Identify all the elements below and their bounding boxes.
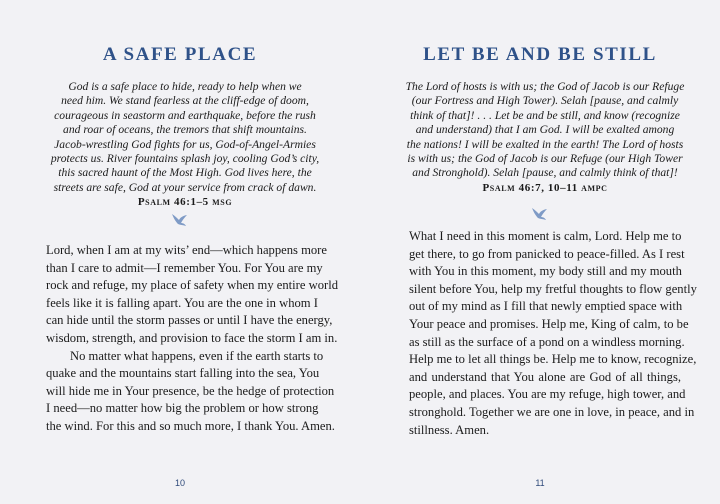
dove-icon xyxy=(360,207,720,226)
body-line: wisdom, strength, and provision to face the storm I am in. xyxy=(46,330,338,345)
scripture-reference: Psalm 46:1–5 msg xyxy=(137,196,233,209)
body-line: stronghold. Together we are one in love, in peace, and in xyxy=(409,404,695,419)
page-title: A SAFE PLACE xyxy=(102,44,258,65)
body-line: What I need in this moment is calm, Lord. Help me to xyxy=(409,229,682,243)
verse-line: and Stronghold). Selah [pause, and calmly think of that]! xyxy=(412,166,678,180)
scripture-verse xyxy=(40,80,330,210)
body-line: out of my mind as I fill that newly emptied space with xyxy=(409,299,683,314)
body-line: silent before You, help my fretful thoughts to flow gently xyxy=(409,281,697,296)
verse-line: Jacob-wrestling God fights for us, God-of-Angel-Armies xyxy=(54,137,316,151)
verse-line: courageous in seastorm and earthquake, before the rush xyxy=(54,108,316,122)
body-line: Your peace and promises. Help me, King of calm, to be xyxy=(409,316,689,331)
page-number: 11 xyxy=(535,478,545,488)
body-line: can hide until the storm passes or until I have the energy, xyxy=(46,313,333,328)
page-title: LET BE AND BE STILL xyxy=(423,44,657,65)
body-line: Lord, when I am at my wits’ end—which happens more xyxy=(46,243,327,257)
body-line: Help me to let all things be. Help me to know, recognize, xyxy=(409,352,697,367)
devotional-body xyxy=(409,228,697,439)
body-line: No matter what happens, even if the earth starts to xyxy=(70,348,324,363)
body-line: will hide me in Your presence, be the hedge of protection xyxy=(46,383,335,398)
verse-line: this sacred haunt of the Most High. God lives here, the xyxy=(58,166,312,180)
verse-line: protects us. River fountains splash joy, cooling God’s city, xyxy=(50,152,320,166)
body-line: than I care to admit—I remember You. For You are my xyxy=(46,260,323,275)
body-line: get there, to go from panicked to peace-filled. As I rest xyxy=(409,246,685,261)
body-line: with You in this moment, my body still and my mouth xyxy=(409,264,682,279)
verse-line: God is a safe place to hide, ready to help when we xyxy=(68,80,302,93)
verse-line: (our Fortress and High Tower). Selah [pause, and calmly xyxy=(411,94,679,108)
body-line: the wind. For this and so much more, I thank You. Amen. xyxy=(46,418,335,433)
verse-line: and understand) that I am God. I will be exalted among xyxy=(415,123,675,137)
verse-line: and roar of oceans, the tremors that shift mountains. xyxy=(63,123,307,137)
body-line: I need—no matter how big the problem or how strong xyxy=(46,401,319,416)
body-line: stillness. Amen. xyxy=(409,422,490,437)
dove-icon xyxy=(0,213,360,232)
page-number: 10 xyxy=(174,478,185,488)
body-line: quake and the mountains start falling into the sea, You xyxy=(46,366,320,381)
scripture-reference: Psalm 46:7, 10–11 ampc xyxy=(482,181,608,194)
body-line: and understand that You alone are God of all things, xyxy=(409,369,681,384)
body-line: as still as the surface of a pond on a windless morning. xyxy=(409,334,685,349)
verse-line: think of that]! . . . Let be and be still, and know (recognize xyxy=(410,108,680,122)
body-line: rock and refuge, my place of safety when my entire world xyxy=(46,278,338,293)
verse-line: streets are safe, God at your service from crack of dawn. xyxy=(53,180,317,194)
right-page xyxy=(360,0,720,504)
verse-line: need him. We stand fearless at the cliff-edge of doom, xyxy=(61,94,309,108)
verse-line: the nations! I will be exalted in the earth! The Lord of hosts xyxy=(406,137,684,151)
verse-line: The Lord of hosts is with us; the God of Jacob is our Refuge xyxy=(405,80,685,93)
body-line: people, and places. You are my refuge, high tower, and xyxy=(409,387,686,402)
body-line: feels like it is falling apart. You are the one in whom I xyxy=(46,295,318,310)
devotional-body xyxy=(46,242,338,436)
verse-line: is with us; the God of Jacob is our Refuge (our High Tower xyxy=(407,152,683,166)
scripture-verse xyxy=(400,80,690,195)
